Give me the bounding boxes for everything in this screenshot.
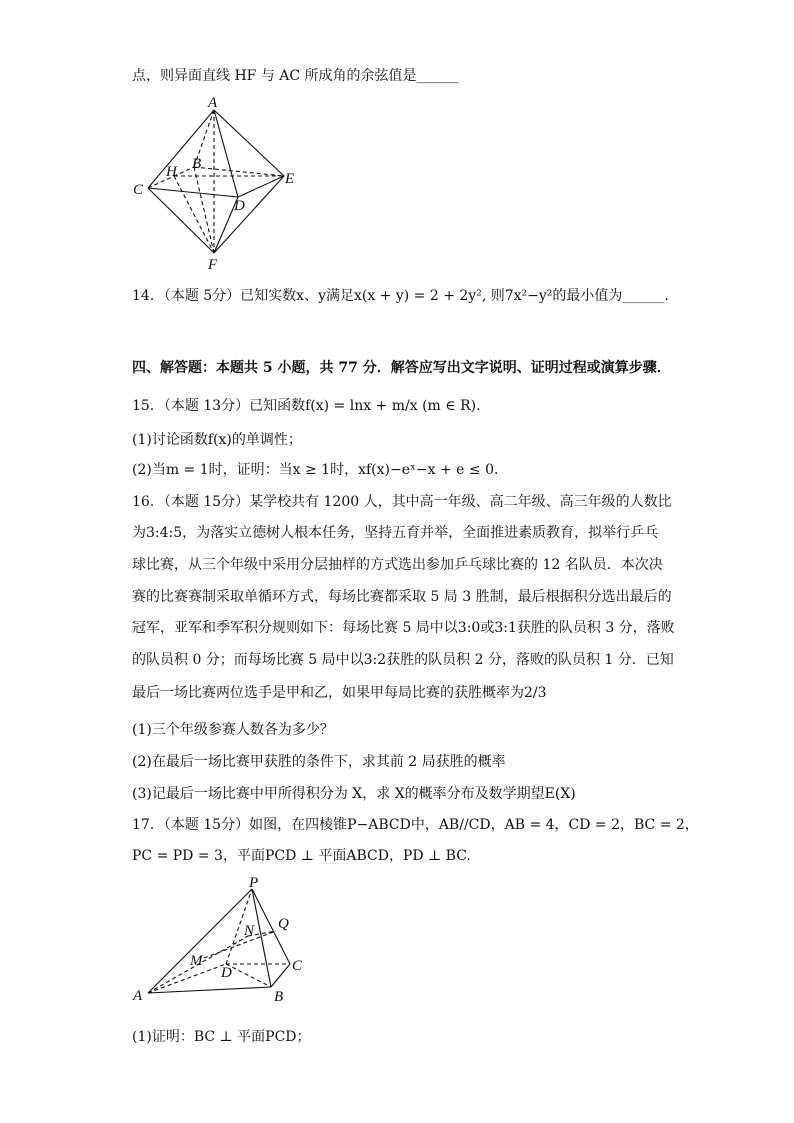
label-C: C — [292, 958, 303, 974]
label-Q: Q — [278, 916, 289, 932]
q16-line-2: 为3:4:5，为落实立德树人根本任务，坚持五育并举，全面推进素质教育，拟举行乒乓 — [132, 525, 659, 541]
label-E: E — [285, 171, 295, 187]
q16-part3: (3)记最后一场比赛中甲所得积分为 X，求 X的概率分布及数学期望E(X) — [132, 786, 576, 802]
label-P: P — [249, 876, 259, 891]
q15-part1: (1)讨论函数f(x)的单调性； — [132, 432, 302, 448]
q16-line-6: 的队员积 0 分；而每场比赛 5 局中以3:2获胜的队员积 2 分，落败的队员积 1 分．已知 — [132, 652, 674, 668]
label-A: A — [133, 988, 143, 1004]
q16-part2: (2)在最后一场比赛甲获胜的条件下，求其前 2 局获胜的概率 — [132, 754, 506, 770]
q17-part1: (1)证明：BC ⊥ 平面PCD； — [132, 1029, 311, 1045]
octahedron-figure — [128, 96, 308, 276]
q16-line-1: 16．（本题 15分）某学校共有 1200 人，其中高一年级、高二年级、高三年级的人数比 — [132, 494, 672, 510]
q16-line-7: 最后一场比赛两位选手是甲和乙，如果甲每局比赛的获胜概率为2/3 — [132, 685, 547, 701]
q16-line-3: 球比赛，从三个年级中采用分层抽样的方式选出参加乒乓球比赛的 12 名队员．本次决 — [132, 557, 663, 573]
label-H: H — [166, 164, 177, 180]
label-D: D — [234, 198, 245, 214]
label-M: M — [190, 953, 203, 969]
label-D: D — [221, 965, 232, 981]
label-N: N — [244, 923, 255, 939]
q15-part2: (2)当m = 1时，证明：当x ≥ 1时，xf(x)−eˣ−x + e ≤ 0. — [132, 462, 499, 478]
q16-line-5: 冠军，亚军和季军积分规则如下：每场比赛 5 局中以3:0或3:1获胜的队员积 3 分，落败 — [132, 620, 675, 636]
q13-tail-text: 点，则异面直线 HF 与 AC 所成角的余弦值是______ — [132, 68, 459, 84]
label-B: B — [274, 989, 284, 1005]
q17-line-2: PC = PD = 3，平面PCD ⊥ 平面ABCD，PD ⊥ BC. — [132, 848, 471, 864]
pyramid-figure — [128, 876, 328, 1012]
q17-line-1: 17．（本题 15分）如图，在四棱锥P−ABCD中，AB//CD，AB = 4，CD = 2，BC = 2， — [132, 817, 699, 833]
q15-stem: 15．（本题 13分）已知函数f(x) = lnx + m/x (m ∈ R). — [132, 398, 481, 414]
label-B: B — [192, 156, 202, 172]
q16-part1: (1)三个年级参赛人数各为多少？ — [132, 722, 334, 738]
q16-line-4: 赛的比赛赛制采取单循环方式，每场比赛都采取 5 局 3 胜制，最后根据积分选出最后的 — [132, 589, 672, 605]
section4-heading: 四、解答题：本题共 5 小题，共 77 分．解答应写出文字说明、证明过程或演算步骤． — [132, 360, 671, 376]
q14-text: 14．（本题 5分）已知实数x、y满足x(x + y) = 2 + 2y², 则7x²−y²的最小值为______. — [132, 288, 669, 304]
label-C: C — [133, 182, 144, 198]
label-F: F — [208, 257, 218, 273]
label-A: A — [208, 96, 218, 111]
